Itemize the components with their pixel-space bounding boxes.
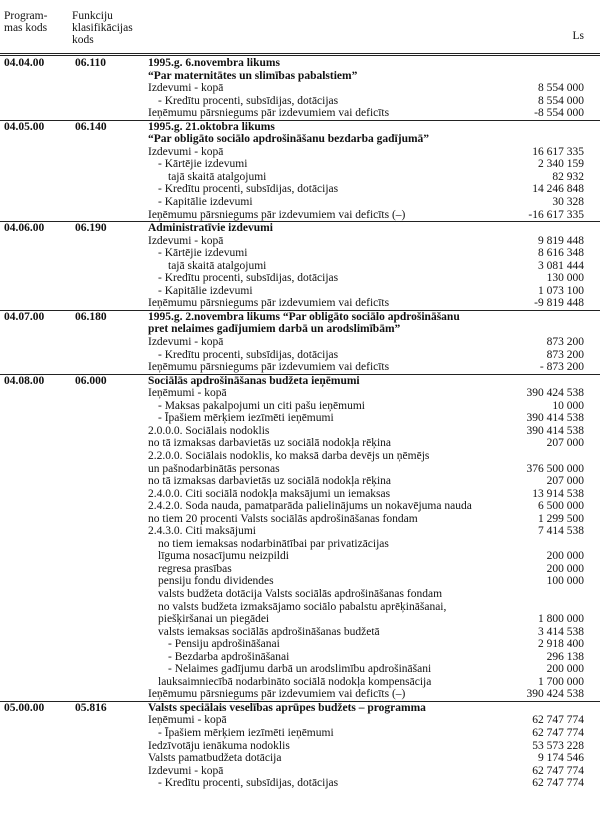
program-code-cell: 04.08.00 bbox=[4, 374, 45, 387]
table-row bbox=[0, 209, 600, 222]
amount-cell: 9 174 546 bbox=[538, 752, 584, 765]
table-row bbox=[0, 412, 600, 425]
description-cell: Ieņēmumi - kopā bbox=[148, 387, 227, 400]
table-row bbox=[0, 70, 600, 83]
table-row bbox=[0, 82, 600, 95]
program-code-cell: 04.07.00 bbox=[4, 310, 45, 323]
description-cell: Ieņēmumi - kopā bbox=[148, 714, 227, 727]
description-cell: Izdevumi - kopā bbox=[148, 764, 224, 777]
table-row bbox=[0, 387, 600, 400]
table-row bbox=[0, 336, 600, 349]
description-cell: pret nelaimes gadījumiem darbā un arodslimībām” bbox=[148, 323, 401, 336]
amount-cell: 390 414 538 bbox=[526, 424, 584, 437]
table-row bbox=[0, 133, 600, 146]
function-code-cell: 06.110 bbox=[75, 57, 106, 69]
description-cell: “Par obligāto sociālo apdrošināšanu bezdarba gadījumā” bbox=[148, 133, 430, 146]
table-row bbox=[0, 588, 600, 601]
description-cell: un pašnodarbinātās personas bbox=[148, 462, 280, 475]
function-code-cell: 05.816 bbox=[75, 701, 107, 714]
description-cell: - Kredītu procenti, subsīdijas, dotācijas bbox=[158, 183, 339, 196]
table-row bbox=[0, 638, 600, 651]
table-row bbox=[0, 450, 600, 463]
amount-cell: 2 918 400 bbox=[538, 638, 584, 651]
header-program-code-line2: mas kods bbox=[4, 22, 48, 34]
description-cell: Izdevumi - kopā bbox=[148, 82, 224, 95]
amount-cell: 376 500 000 bbox=[526, 462, 584, 475]
table-row bbox=[0, 95, 600, 108]
description-cell: 1995.g. 2.novembra likums “Par obligāto sociālo apdrošināšanu bbox=[148, 310, 460, 323]
function-code-cell: 06.140 bbox=[75, 120, 107, 133]
description-cell: tajā skaitā atalgojumi bbox=[168, 259, 267, 272]
description-cell: līguma nosacījumu neizpildi bbox=[158, 550, 289, 563]
description-cell: 2.4.0.0. Citi sociālā nodokļa maksājumi un iemaksas bbox=[148, 487, 391, 500]
table-row bbox=[0, 297, 600, 310]
function-code-cell: 06.180 bbox=[75, 310, 107, 323]
description-cell: regresa prasības bbox=[158, 562, 232, 575]
program-code-cell: 04.05.00 bbox=[4, 120, 45, 133]
description-cell: - Īpašiem mērķiem iezīmēti ieņēmumi bbox=[158, 412, 334, 425]
header-function-code bbox=[72, 10, 133, 46]
amount-cell: 1 299 500 bbox=[538, 512, 584, 525]
description-cell: Ieņēmumu pārsniegums pār izdevumiem vai deficīts bbox=[148, 297, 390, 310]
header-currency: Ls bbox=[572, 30, 584, 42]
description-cell: - Kapitālie izdevumi bbox=[158, 284, 253, 297]
description-cell: - Maksas pakalpojumi un citi pašu ieņēmumi bbox=[158, 399, 365, 412]
table-row bbox=[0, 626, 600, 639]
amount-cell: 30 328 bbox=[552, 196, 584, 209]
description-cell: Ieņēmumu pārsniegums pār izdevumiem vai deficīts (–) bbox=[148, 208, 406, 221]
table-row bbox=[0, 500, 600, 513]
description-cell: 2.4.2.0. Soda nauda, pamatparāda palielinājums un nokavējuma nauda bbox=[148, 500, 472, 513]
table-row bbox=[0, 349, 600, 362]
description-cell: no tiem 20 procenti Valsts sociālās apdrošināšanas fondam bbox=[148, 512, 418, 525]
amount-cell: 390 424 538 bbox=[526, 688, 584, 701]
amount-cell: 9 819 448 bbox=[538, 234, 584, 247]
description-cell: Ieņēmumu pārsniegums pār izdevumiem vai deficīts bbox=[148, 107, 390, 120]
amount-cell: 10 000 bbox=[552, 399, 584, 412]
amount-cell: 390 424 538 bbox=[526, 387, 584, 400]
description-cell: - Nelaimes gadījumu darbā un arodslimību apdrošināšani bbox=[168, 663, 432, 676]
table-row bbox=[0, 107, 600, 120]
header-rule-top bbox=[0, 53, 600, 54]
description-cell: 1995.g. 21.oktobra likums bbox=[148, 120, 275, 133]
amount-cell: 1 073 100 bbox=[538, 284, 584, 297]
program-code-cell: 05.00.00 bbox=[4, 701, 45, 714]
table-row bbox=[0, 740, 600, 753]
amount-cell: 6 500 000 bbox=[538, 500, 584, 513]
amount-cell: 130 000 bbox=[546, 272, 584, 285]
amount-cell: 7 414 538 bbox=[538, 525, 584, 538]
table-row bbox=[0, 550, 600, 563]
description-cell: - Īpašiem mērķiem iezīmēti ieņēmumi bbox=[158, 726, 334, 739]
amount-cell: 1 800 000 bbox=[538, 613, 584, 626]
table-row bbox=[0, 196, 600, 209]
description-cell: Iedzīvotāju ienākuma nodoklis bbox=[148, 739, 290, 752]
header-function-code-line2: klasifikācijas bbox=[72, 22, 133, 34]
table-row bbox=[0, 247, 600, 260]
amount-cell: 14 246 848 bbox=[532, 183, 584, 196]
description-cell: valsts iemaksas sociālās apdrošināšanas budžetā bbox=[158, 625, 380, 638]
table-row bbox=[0, 714, 600, 727]
amount-cell: 62 747 774 bbox=[532, 726, 584, 739]
table-header bbox=[0, 8, 600, 52]
description-cell: Izdevumi - kopā bbox=[148, 336, 224, 349]
table-row bbox=[0, 613, 600, 626]
table-row bbox=[0, 488, 600, 501]
amount-cell: 8 616 348 bbox=[538, 247, 584, 260]
table-row bbox=[0, 463, 600, 476]
amount-cell: - 873 200 bbox=[539, 361, 584, 374]
description-cell: Valsts speciālais veselības aprūpes budžets – programma bbox=[148, 701, 426, 714]
table-body bbox=[0, 57, 600, 790]
description-cell: Valsts pamatbudžeta dotācija bbox=[148, 752, 282, 765]
description-cell: Ieņēmumu pārsniegums pār izdevumiem vai deficīts bbox=[148, 361, 390, 374]
amount-cell: 1 700 000 bbox=[538, 675, 584, 688]
function-code-cell: 06.190 bbox=[75, 222, 107, 235]
header-function-code-line1: Funkciju bbox=[72, 10, 113, 22]
table-row bbox=[0, 676, 600, 689]
table-row bbox=[0, 777, 600, 790]
table-row bbox=[0, 183, 600, 196]
amount-cell: 3 414 538 bbox=[538, 625, 584, 638]
table-row bbox=[0, 120, 600, 134]
header-function-code-line3: kods bbox=[72, 34, 94, 46]
amount-cell: 873 200 bbox=[546, 336, 584, 349]
amount-cell: -16 617 335 bbox=[528, 208, 584, 221]
table-row bbox=[0, 323, 600, 336]
amount-cell: 16 617 335 bbox=[532, 145, 584, 158]
amount-cell: 200 000 bbox=[546, 562, 584, 575]
table-row bbox=[0, 425, 600, 438]
table-row bbox=[0, 752, 600, 765]
description-cell: no valsts budžeta izmaksājamo sociālo pabalstu aprēķināšanai, bbox=[158, 600, 447, 613]
description-cell: - Kredītu procenti, subsīdijas, dotācijas bbox=[158, 777, 339, 790]
description-cell: lauksaimniecībā nodarbināto sociālā nodokļa kompensācija bbox=[158, 675, 432, 688]
description-cell: - Kredītu procenti, subsīdijas, dotācijas bbox=[158, 272, 339, 285]
table-row bbox=[0, 272, 600, 285]
amount-cell: 200 000 bbox=[546, 550, 584, 563]
table-row bbox=[0, 765, 600, 778]
header-program-code-line1: Program- bbox=[4, 10, 48, 22]
table-row bbox=[0, 601, 600, 614]
function-code-cell: 06.000 bbox=[75, 374, 107, 387]
description-cell: 2.0.0.0. Sociālais nodoklis bbox=[148, 424, 270, 437]
description-cell: Ieņēmumu pārsniegums pār izdevumiem vai deficīts (–) bbox=[148, 688, 406, 701]
description-cell: - Kārtējie izdevumi bbox=[158, 158, 248, 171]
amount-cell: 100 000 bbox=[546, 575, 584, 588]
description-cell: - Kapitālie izdevumi bbox=[158, 196, 253, 209]
amount-cell: 8 554 000 bbox=[538, 94, 584, 107]
description-cell: Administratīvie izdevumi bbox=[148, 222, 273, 235]
table-row bbox=[0, 171, 600, 184]
table-row bbox=[0, 538, 600, 551]
amount-cell: 207 000 bbox=[546, 437, 584, 450]
table-row bbox=[0, 513, 600, 526]
description-cell: no tā izmaksas darbavietās uz sociālā nodokļa rēķina bbox=[148, 437, 392, 450]
description-cell: 2.4.3.0. Citi maksājumi bbox=[148, 525, 256, 538]
amount-cell: -9 819 448 bbox=[534, 297, 584, 310]
amount-cell: 296 138 bbox=[546, 650, 584, 663]
table-row bbox=[0, 361, 600, 374]
amount-cell: 62 747 774 bbox=[532, 777, 584, 790]
table-row bbox=[0, 400, 600, 413]
table-row bbox=[0, 221, 600, 235]
table-row bbox=[0, 235, 600, 248]
amount-cell: 200 000 bbox=[546, 663, 584, 676]
description-cell: - Pensiju apdrošināšanai bbox=[168, 638, 280, 651]
amount-cell: -8 554 000 bbox=[534, 107, 584, 120]
amount-cell: 62 747 774 bbox=[532, 764, 584, 777]
description-cell: - Bezdarba apdrošināšanai bbox=[168, 650, 290, 663]
amount-cell: 2 340 159 bbox=[538, 158, 584, 171]
description-cell: valsts budžeta dotācija Valsts sociālās apdrošināšanas fondam bbox=[158, 587, 443, 600]
amount-cell: 390 414 538 bbox=[526, 412, 584, 425]
description-cell: - Kredītu procenti, subsīdijas, dotācijas bbox=[158, 94, 339, 107]
table-row bbox=[0, 57, 600, 70]
amount-cell: 82 932 bbox=[552, 170, 584, 183]
table-row bbox=[0, 285, 600, 298]
description-cell: “Par maternitātes un slimības pabalstiem” bbox=[148, 69, 358, 82]
description-cell: - Kredītu procenti, subsīdijas, dotācijas bbox=[158, 348, 339, 361]
table-row bbox=[0, 563, 600, 576]
amount-cell: 62 747 774 bbox=[532, 714, 584, 727]
table-row bbox=[0, 663, 600, 676]
header-rule-bottom bbox=[0, 55, 600, 56]
program-code-cell: 04.04.00 bbox=[4, 57, 45, 69]
description-cell: pensiju fondu dividendes bbox=[158, 575, 274, 588]
table-row bbox=[0, 688, 600, 701]
table-row bbox=[0, 146, 600, 159]
description-cell: no tā izmaksas darbavietās uz sociālā nodokļa rēķina bbox=[148, 475, 392, 488]
description-cell: Izdevumi - kopā bbox=[148, 145, 224, 158]
table-row bbox=[0, 158, 600, 171]
amount-cell: 873 200 bbox=[546, 348, 584, 361]
description-cell: Sociālās apdrošināšanas budžeta ieņēmumi bbox=[148, 374, 360, 387]
amount-cell: 53 573 228 bbox=[532, 739, 584, 752]
table-row bbox=[0, 374, 600, 388]
table-row bbox=[0, 260, 600, 273]
amount-cell: 207 000 bbox=[546, 475, 584, 488]
description-cell: no tiem iemaksas nodarbinātībai par privatizācijas bbox=[158, 537, 389, 550]
program-code-cell: 04.06.00 bbox=[4, 222, 45, 235]
table-row bbox=[0, 437, 600, 450]
table-row bbox=[0, 575, 600, 588]
table-row bbox=[0, 310, 600, 324]
header-program-code bbox=[4, 10, 47, 34]
table-row bbox=[0, 525, 600, 538]
table-row bbox=[0, 727, 600, 740]
amount-cell: 8 554 000 bbox=[538, 82, 584, 95]
description-cell: tajā skaitā atalgojumi bbox=[168, 170, 267, 183]
description-cell: 2.2.0.0. Sociālais nodoklis, ko maksā darba devējs un ņēmējs bbox=[148, 449, 430, 462]
table-row bbox=[0, 475, 600, 488]
description-cell: - Kārtējie izdevumi bbox=[158, 247, 248, 260]
amount-cell: 13 914 538 bbox=[532, 487, 584, 500]
table-row bbox=[0, 651, 600, 664]
table-row bbox=[0, 701, 600, 715]
description-cell: 1995.g. 6.novembra likums bbox=[148, 57, 280, 69]
description-cell: Izdevumi - kopā bbox=[148, 234, 224, 247]
description-cell: piešķiršanai un piegādei bbox=[158, 613, 270, 626]
amount-cell: 3 081 444 bbox=[538, 259, 584, 272]
